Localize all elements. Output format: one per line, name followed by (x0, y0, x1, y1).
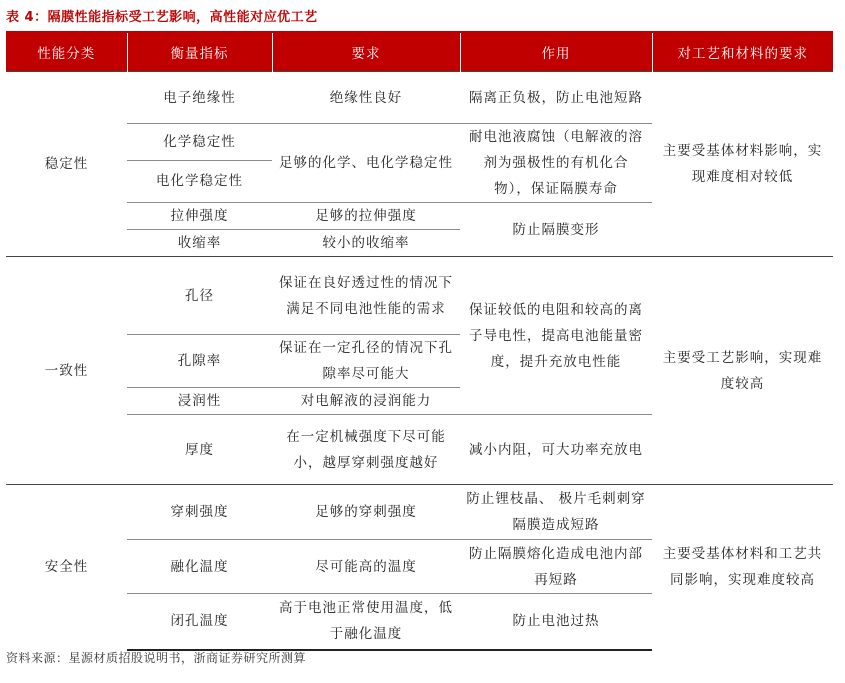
metric-cell: 闭孔温度 (127, 594, 272, 650)
function-cell: 耐电池液腐蚀（电解液的溶剂为强极性的有机化合物），保证隔膜寿命 (460, 124, 652, 203)
header-function: 作用 (460, 33, 652, 72)
table-row (6, 72, 833, 124)
separator-performance-table (6, 33, 833, 651)
metric-cell: 电化学稳定性 (127, 160, 272, 202)
category-cell: 安全性 (6, 485, 127, 650)
metric-cell: 电子绝缘性 (127, 72, 272, 124)
requirement-cell: 在一定机械强度下尽可能小，越厚穿刺强度越好 (272, 415, 460, 485)
function-cell: 保证较低的电阻和较高的离子导电性，提高电池能量密度，提升充放电性能 (460, 257, 652, 415)
requirement-cell: 高于电池正常使用温度，低于融化温度 (272, 594, 460, 650)
metric-cell: 穿刺强度 (127, 485, 272, 540)
metric-cell: 化学稳定性 (127, 124, 272, 161)
metric-cell: 收缩率 (127, 230, 272, 257)
metric-cell: 拉伸强度 (127, 203, 272, 230)
craft-requirement-cell: 主要受基体材料影响，实现难度相对较低 (652, 72, 833, 257)
source-note: 资料来源：星源材质招股说明书，浙商证券研究所测算 (6, 651, 307, 665)
metric-cell: 孔径 (127, 257, 272, 335)
function-cell: 隔离正负极，防止电池短路 (460, 72, 652, 124)
header-craft-requirement: 对工艺和材料的要求 (652, 33, 833, 72)
table-row (6, 257, 833, 335)
function-cell: 防止隔膜变形 (460, 203, 652, 257)
metric-cell: 融化温度 (127, 540, 272, 594)
function-cell: 防止隔膜熔化造成电池内部再短路 (460, 540, 652, 594)
requirement-cell: 对电解液的浸润能力 (272, 388, 460, 415)
requirement-cell: 足够的穿刺强度 (272, 485, 460, 540)
craft-requirement-cell: 主要受工艺影响，实现难度较高 (652, 257, 833, 485)
craft-requirement-cell: 主要受基体材料和工艺共同影响，实现难度较高 (652, 485, 833, 650)
function-cell: 减小内阻，可大功率充放电 (460, 415, 652, 485)
metric-cell: 浸润性 (127, 388, 272, 415)
requirement-cell: 尽可能高的温度 (272, 540, 460, 594)
table-title: 表 4：隔膜性能指标受工艺影响，高性能对应优工艺 (6, 10, 318, 25)
requirement-cell: 保证在一定孔径的情况下孔隙率尽可能大 (272, 335, 460, 388)
metric-cell: 孔隙率 (127, 335, 272, 388)
requirement-cell: 绝缘性良好 (272, 72, 460, 124)
header-category: 性能分类 (6, 33, 127, 72)
header-row (6, 33, 833, 72)
header-metric: 衡量指标 (127, 33, 272, 72)
metric-cell: 厚度 (127, 415, 272, 485)
requirement-cell: 保证在良好透过性的情况下满足不同电池性能的需求 (272, 257, 460, 335)
requirement-cell: 较小的收缩率 (272, 230, 460, 257)
category-cell: 一致性 (6, 257, 127, 485)
header-requirement: 要求 (272, 33, 460, 72)
category-cell: 稳定性 (6, 72, 127, 257)
table-row (6, 485, 833, 540)
requirement-cell: 足够的化学、电化学稳定性 (272, 124, 460, 203)
function-cell: 防止电池过热 (460, 594, 652, 650)
requirement-cell: 足够的拉伸强度 (272, 203, 460, 230)
function-cell: 防止锂枝晶、 极片毛刺刺穿隔膜造成短路 (460, 485, 652, 540)
